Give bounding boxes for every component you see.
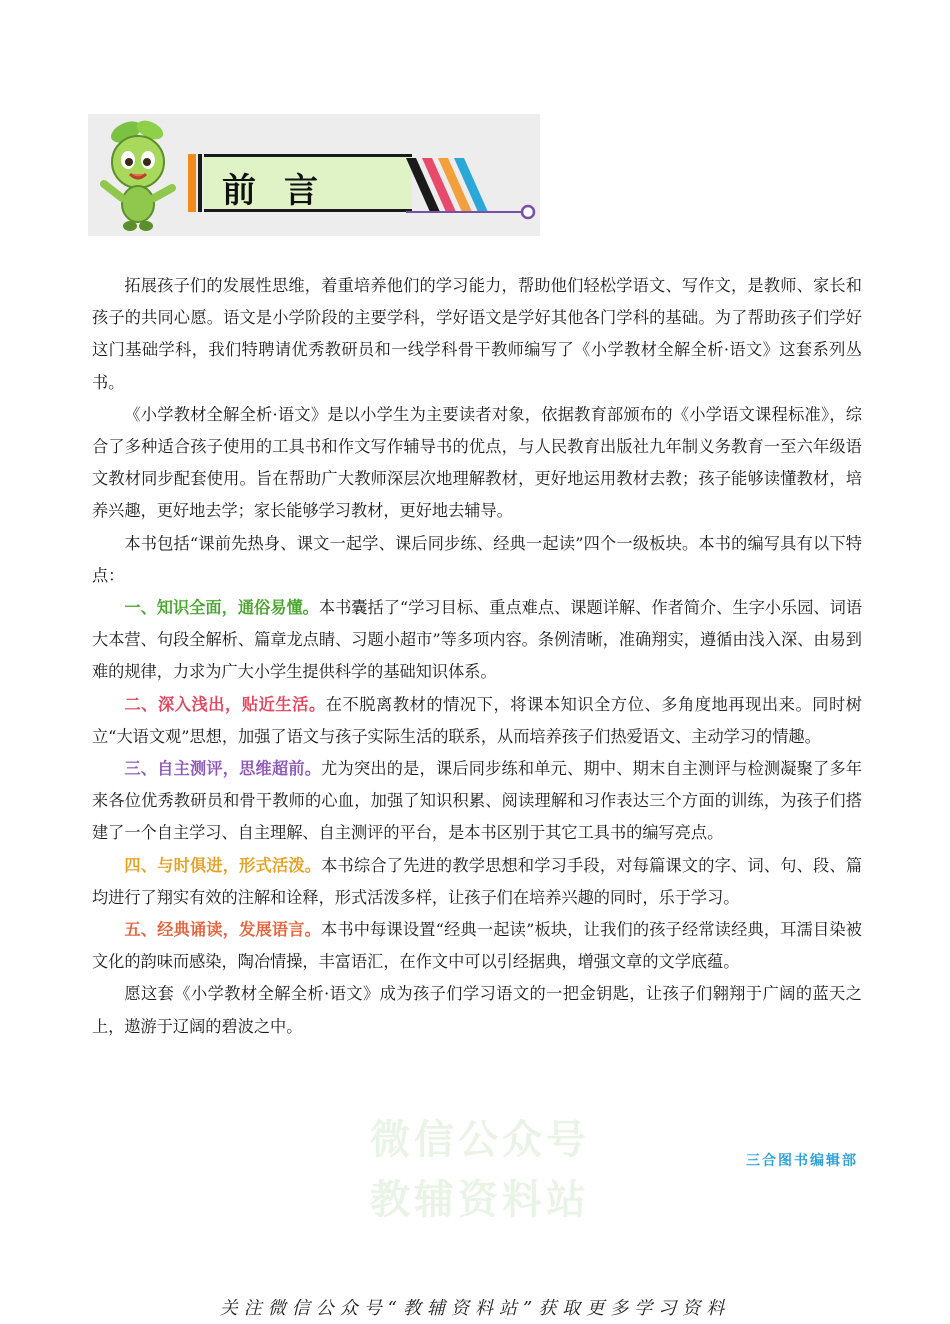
editor-signature: 三合图书编辑部: [746, 1153, 858, 1169]
paragraph-feature-5: [92, 914, 862, 978]
paragraph-text: 本书囊括了“学习目标、重点难点、课题详解、作者简介、生字小乐园、词语大本营、句段全解析、篇章龙点睛、习题小超市”等多项内容。条例清晰，准确翔实，遵循由浅入深、由易到难的规律，力求为广大小学生提供科学的基础知识体系。: [92, 598, 863, 682]
paragraph-text: 本书包括“课前先热身、课文一起学、课后同步练、经典一起读”四个一级板块。本书的编写具有以下特点：: [92, 533, 862, 585]
paragraph-text: 拓展孩子们的发展性思维，着重培养他们的学习能力，帮助他们轻松学语文、写作文，是教师、家长和孩子的共同心愿。语文是小学阶段的主要学科，学好语文是学好其他各门学科的基础。为了帮助孩子们学好这门基础学科，我们特聘请优秀教研员和一线学科骨干教师编写了《小学教材全解全析·语文》这套系列丛书。: [92, 276, 862, 392]
watermark-line-1: 微信公众号: [370, 1117, 590, 1163]
paragraph-feature-1: [92, 592, 862, 689]
watermark-line-2: 教辅资料站: [370, 1177, 590, 1223]
footer-note: 关注微信公众号“教辅资料站”获取更多学习资料: [219, 1298, 731, 1319]
feature-heading: 五、经典诵读，发展语言。: [124, 920, 321, 940]
paragraph-text: 《小学教材全解全析·语文》是以小学生为主要读者对象，依据教育部颁布的《小学语文课程标准》，综合了多种适合孩子使用的工具书和作文写作辅导书的优点，与人民教育出版社九年制义务教育一至六年级语文教材同步配套使用。旨在帮助广大教师深层次地理解教材，更好地运用教材去教；孩子能够读懂教材，培养兴趣，更好地去学；家长能够学习教材，更好地去辅导。: [92, 404, 862, 521]
paragraph-text: 尤为突出的是，课后同步练和单元、期中、期末自主测评与检测凝聚了多年来各位优秀教研员和骨干教师的心血，加强了知识积累、阅读理解和习作表达三个方面的训练，为孩子们搭建了一个自主学习、自主理解、自主测评的平台，是本书区别于其它工具书的编写亮点。: [92, 759, 863, 843]
paragraph-intro: [92, 270, 862, 399]
paragraph-text: 愿这套《小学教材全解全析·语文》成为孩子们学习语文的一把金钥匙，让孩子们翱翔于广阔的蓝天之上，遨游于辽阔的碧波之中。: [92, 984, 862, 1036]
paragraph-text: 本书中每课设置“经典一起读”板块，让我们的孩子经常读经典，耳濡目染被文化的韵味而感染，陶冶情操，丰富语汇，在作文中可以引经据典，增强文章的文学底蕴。: [92, 920, 862, 972]
feature-heading: 一、知识全面，通俗易懂。: [124, 598, 319, 618]
paragraph-structure: [92, 528, 862, 592]
header-banner: [88, 114, 540, 236]
title-accent-strip-dark: [198, 154, 202, 212]
decorative-stripes-icon: [406, 158, 536, 224]
page-title: 前言: [222, 171, 346, 211]
watermark: [300, 1110, 660, 1250]
preface-content: [92, 270, 862, 1043]
feature-heading: 二、深入浅出，贴近生活。: [124, 694, 326, 714]
title-bar: [204, 154, 412, 212]
paragraph-text: 本书综合了先进的教学思想和学习手段，对每篇课文的字、词、句、段、篇均进行了翔实有效的注解和诠释，形式活泼多样，让孩子们在培养兴趣的同时，乐于学习。: [92, 855, 863, 907]
paragraph-book-description: [92, 399, 862, 528]
title-accent-strip: [188, 154, 196, 212]
paragraph-feature-3: [92, 753, 862, 850]
feature-heading: 四、与时俱进，形式活泼。: [124, 855, 322, 875]
sprout-mascot-icon: [92, 118, 188, 234]
paragraph-feature-4: [92, 850, 862, 914]
paragraph-feature-2: [92, 689, 862, 753]
feature-heading: 三、自主测评，思维超前。: [124, 759, 322, 779]
paragraph-text: 在不脱离教材的情况下，将课本知识全方位、多角度地再现出来。同时树立“大语文观”思想，加强了语文与孩子实际生活的联系，从而培养孩子们热爱语文、主动学习的情趣。: [92, 694, 862, 746]
paragraph-closing: [92, 978, 862, 1042]
